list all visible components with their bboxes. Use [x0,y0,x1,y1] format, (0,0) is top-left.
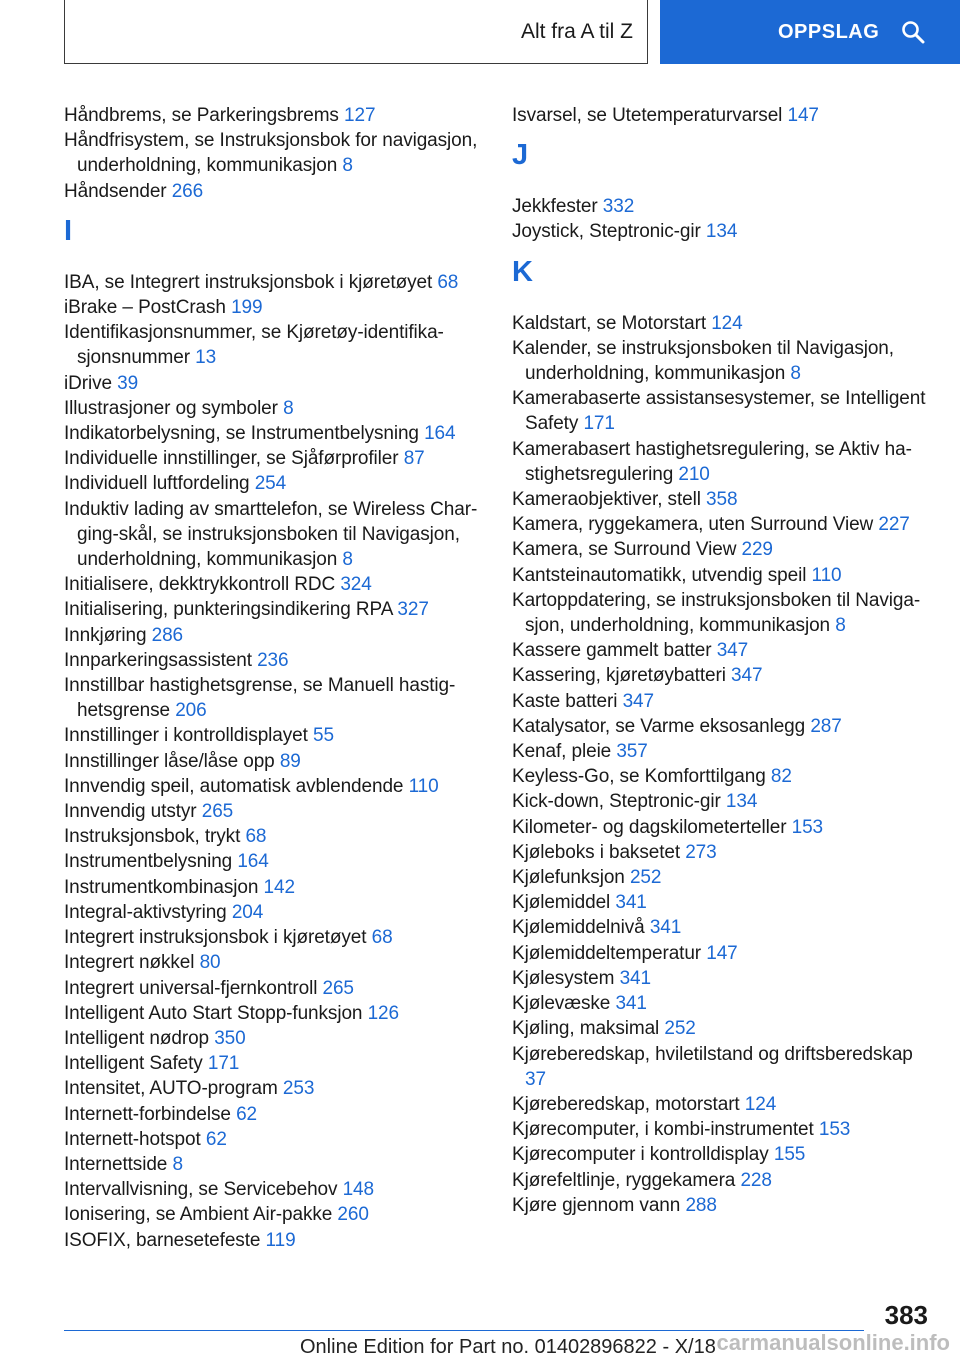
index-entry [512,537,932,562]
index-entry [64,950,484,975]
page-link[interactable]: 347 [622,690,654,712]
entry-text: Håndbrems, se Parkeringsbrems [64,105,339,126]
page-link[interactable]: 80 [199,952,221,974]
index-entry [512,311,932,336]
page-link[interactable]: 87 [403,448,425,470]
page-link[interactable]: 62 [205,1128,227,1150]
page-link[interactable]: 127 [344,105,376,126]
page-link[interactable]: 155 [773,1144,806,1166]
page-link[interactable]: 171 [583,413,615,435]
page-link[interactable]: 8 [342,155,353,177]
entry-text: Instruksjonsbok, trykt [64,826,241,848]
index-entry [64,799,484,824]
index-entry [512,194,932,219]
index-entry [512,1193,932,1218]
index-entry [512,890,932,915]
index-entry [64,1001,484,1026]
page-link[interactable]: 341 [615,993,647,1015]
page-link[interactable]: 164 [424,423,456,445]
page-link[interactable]: 82 [770,766,792,788]
page-link[interactable]: 324 [340,574,372,596]
lookup-label: OPPSLAG [778,20,880,43]
index-entry [64,1228,484,1253]
page-link[interactable]: 260 [337,1204,369,1226]
section-letter: K [512,255,533,288]
entry-text: Isvarsel, se Utetemperaturvarsel [512,105,783,126]
entry-text: Innvendig speil, automatisk avblendende [64,775,404,797]
page-link[interactable]: 358 [706,489,738,511]
page-link[interactable]: 8 [172,1153,183,1175]
index-entry [64,179,484,204]
index-entry [64,1076,484,1101]
entry-text: Kjøling, maksimal [512,1018,660,1040]
index-entry [512,941,932,966]
index-entry [64,723,484,748]
section-title: Alt fra A til Z [520,19,633,43]
index-entry [512,103,932,128]
page-link[interactable]: 124 [744,1093,777,1115]
entry-text: Kamerabasert hastighetsregulering, se Aktiv hastighetsregulering [512,438,912,485]
page-link[interactable]: 8 [283,397,294,419]
entry-text: Kjølemiddel [512,892,611,914]
index-entry [64,673,484,723]
page-link[interactable]: 347 [716,640,749,662]
index-entry [512,1092,932,1117]
index-entry [512,915,932,940]
entry-text: Kassering, kjøretøybatteri [512,665,726,687]
page-link[interactable]: 119 [265,1229,296,1251]
section-letter: J [512,139,529,172]
page-link[interactable]: 8 [342,549,353,571]
index-entry [512,815,932,840]
index-entry [64,597,484,622]
entry-text: Initialisere, dekktrykkontroll RDC [64,574,336,596]
entry-text: Innvendig utstyr [64,801,197,823]
index-entry [512,1117,932,1142]
entry-text: Kenaf, pleie [512,741,612,763]
index-entry [64,1051,484,1076]
page-link[interactable]: 55 [313,725,334,747]
page-link[interactable]: 148 [342,1179,374,1201]
entry-text: Kjølesystem [512,967,615,989]
entry-text: Keyless-Go, se Komforttilgang [512,766,766,788]
page-link[interactable]: 266 [171,180,204,202]
entry-text: Kjørecomputer, i kombi-instrumentet [512,1119,814,1141]
page-link[interactable]: 357 [616,741,648,763]
index-entry [64,875,484,900]
index-entry [64,623,484,648]
page-link[interactable]: 287 [810,715,842,737]
page-link[interactable]: 164 [237,851,269,873]
entry-text: Innparkeringsassistent [64,649,252,671]
entry-text: Kjølevæske [512,993,611,1015]
page-link[interactable]: 68 [437,271,459,293]
entry-text: Kantsteinautomatikk, utvendig speil [512,564,807,586]
index-entry [512,386,932,436]
entry-text: Internettside [64,1153,168,1175]
entry-text: Kassere gammelt batter [512,640,712,662]
index-entry [64,497,484,573]
entry-text: Induktiv lading av smarttelefon, se Wireless Charging-skål, se instruksjonsboken til Navigasjon, underholdning, kommunikasjon [64,498,478,571]
page-link[interactable]: 252 [664,1018,696,1040]
page-link[interactable]: 210 [678,463,710,485]
index-entry [512,437,932,487]
page-link[interactable]: 8 [835,615,846,637]
entry-text: Kjølemiddelnivå [512,917,645,939]
entry-text: Initialisering, punkteringsindikering RPA [64,599,393,621]
footer-edition: Online Edition for Part no. 01402896822 - X/18 [300,1336,716,1358]
page-number: 383 [884,1300,928,1330]
page-link[interactable]: 252 [629,867,662,889]
entry-text: Innstillinger i kontrolldisplayet [64,725,308,747]
index-entry [64,749,484,774]
index-column-right [512,103,932,1218]
entry-text: Kjørefeltlinje, ryggekamera [512,1169,736,1191]
entry-text: Innstillbar hastighetsgrense, se Manuell hastighetsgrense [64,675,456,722]
entry-text: Kaste batteri [512,690,618,712]
page-link[interactable]: 286 [151,624,184,646]
page-link[interactable]: 199 [231,297,263,319]
entry-text: Kamera, se Surround View [512,539,737,561]
lookup-button[interactable] [660,0,960,64]
entry-text: Kick-down, Steptronic-gir [512,791,721,813]
page-link[interactable]: 89 [279,750,301,772]
page-link[interactable]: 265 [201,801,234,823]
entry-text: Internett-forbindelse [64,1103,231,1125]
entry-text: Integrert nøkkel [64,952,195,974]
page-link[interactable]: 68 [371,927,393,949]
page-link[interactable]: 350 [214,1027,246,1049]
entry-text: Kaldstart, se Motorstart [512,312,707,334]
entry-text: Håndfrisystem, se Instruksjonsbok for navigasjon, underholdning, kommunikasjon [64,130,478,177]
entry-text: IBA, se Integrert instruksjonsbok i kjøretøyet [64,271,433,293]
index-entry [64,1026,484,1051]
index-entry [512,689,932,714]
index-entry [64,976,484,1001]
entry-text: Kilometer- og dagskilometerteller [512,816,787,838]
entry-text: iDrive [64,372,112,394]
entry-text: Innstillinger låse/låse opp [64,750,275,772]
entry-text: Kamera, ryggekamera, uten Surround View [512,514,874,536]
page-link[interactable]: 110 [811,564,842,586]
page-link[interactable]: 134 [725,791,758,813]
index-entry [64,446,484,471]
entry-text: Intelligent Safety [64,1053,203,1075]
entry-text: Kjølemiddeltemperatur [512,942,702,964]
entry-text: Kjølefunksjon [512,867,625,889]
entry-text: Kameraobjektiver, stell [512,489,701,511]
entry-text: Internett-hotspot [64,1128,201,1150]
page-link[interactable]: 341 [649,917,682,939]
entry-text: Intelligent nødrop [64,1027,210,1049]
index-entry [512,512,932,537]
page-link[interactable]: 206 [175,700,207,722]
index-entry [64,396,484,421]
page-link[interactable]: 134 [705,221,738,243]
page-link[interactable]: 142 [263,876,295,898]
entry-text: Integral-aktivstyring [64,901,227,923]
index-entry [512,1042,932,1092]
entry-text: Katalysator, se Varme eksosanlegg [512,715,806,737]
entry-text: Indikatorbelysning, se Instrumentbelysning [64,423,419,445]
index-entry [64,824,484,849]
index-entry [512,764,932,789]
entry-text: Identifikasjonsnummer, se Kjøretøy-identifikasjonsnummer [64,322,444,369]
index-entry [512,739,932,764]
entry-text: Intensitet, AUTO-program [64,1078,278,1100]
page-link[interactable]: 124 [711,312,743,334]
entry-text: Kjørecomputer i kontrolldisplay [512,1144,769,1166]
section-letter: I [64,214,73,247]
entry-text: Individuelle innstillinger, se Sjåførprofiler [64,448,399,470]
page-link[interactable]: 37 [525,1068,546,1090]
page-link[interactable]: 236 [257,649,289,671]
index-entry [512,336,932,386]
page-link[interactable]: 341 [615,892,647,914]
index-entry [512,219,932,244]
index-entry [64,1152,484,1177]
page-link[interactable]: 110 [408,775,439,797]
entry-text: Kartoppdatering, se instruksjonsboken til Navigasjon, underholdning, kommunikasjon [512,589,921,637]
entry-text: Instrumentbelysning [64,851,233,873]
index-entry [64,1202,484,1227]
entry-text: Intelligent Auto Start Stopp-funksjon [64,1002,363,1024]
page-link[interactable]: 288 [685,1194,717,1216]
page-link[interactable]: 265 [322,977,354,999]
search-icon [901,20,925,44]
entry-text: Kalender, se instruksjonsboken til Navigasjon, underholdning, kommunikasjon [512,337,894,385]
index-entry [512,1016,932,1041]
index-entry [64,471,484,496]
index-entry [64,1177,484,1202]
index-entry [512,487,932,512]
index-entry [512,1168,932,1193]
index-entry [64,371,484,396]
index-entry [512,840,932,865]
page-link[interactable]: 273 [685,841,717,863]
entry-text: Integrert instruksjonsbok i kjøretøyet [64,927,367,949]
entry-text: Ionisering, se Ambient Air-pakke [64,1204,333,1226]
page-link[interactable]: 347 [731,665,763,687]
index-column-left [64,103,484,1253]
entry-text: Instrumentkombinasjon [64,876,259,898]
index-entry [512,638,932,663]
index-entry [64,774,484,799]
entry-text: Joystick, Steptronic-gir [512,221,701,243]
index-entry [64,128,484,178]
index-entry [512,663,932,688]
index-entry [512,563,932,588]
index-entry [512,588,932,638]
index-entry [64,421,484,446]
entry-text: ISOFIX, barnesetefeste [64,1229,261,1251]
index-entry [64,1127,484,1152]
page-link[interactable]: 171 [207,1053,240,1075]
page-link[interactable]: 147 [706,942,738,964]
page-link[interactable]: 39 [117,372,139,394]
entry-text: Kjøre gjennom vann [512,1194,681,1216]
page-link[interactable]: 62 [236,1103,258,1125]
index-entry [64,900,484,925]
index-entry [64,270,484,295]
page-link[interactable]: 341 [619,967,651,989]
page-link[interactable]: 8 [790,363,801,385]
page-link[interactable]: 253 [282,1078,315,1100]
index-entry [64,103,484,128]
page-link[interactable]: 147 [787,105,819,126]
footer-watermark: carmanualsonline.info [716,1330,950,1355]
page-link[interactable]: 68 [245,826,267,848]
page-link[interactable]: 153 [818,1119,851,1141]
index-entry [512,865,932,890]
index-entry [512,966,932,991]
index-entry [64,320,484,370]
entry-text: Kamerabaserte assistansesystemer, se Intelligent Safety [512,388,926,435]
entry-text: Håndsender [64,180,167,202]
page-link[interactable]: 13 [195,347,217,369]
entry-text: Illustrasjoner og symboler [64,397,278,419]
page-link[interactable]: 126 [367,1002,399,1024]
page-link[interactable]: 327 [397,599,429,621]
page-link[interactable]: 153 [791,816,824,838]
index-entry [64,1102,484,1127]
index-entry [64,648,484,673]
section-tab[interactable] [64,0,648,64]
page-link[interactable]: 229 [741,539,773,561]
entry-text: Intervallvisning, se Servicebehov [64,1179,338,1201]
index-entry [512,991,932,1016]
page-link[interactable]: 332 [602,196,635,218]
index-entry [512,714,932,739]
index-entry [64,572,484,597]
index-entry [512,1142,932,1167]
page-link[interactable]: 254 [254,473,287,495]
entry-text: Kjøreberedskap, motorstart [512,1093,740,1115]
entry-text: Jekkfester [512,196,598,218]
entry-text: Kjøleboks i baksetet [512,841,681,863]
index-entry [512,789,932,814]
entry-text: Integrert universal-fjernkontroll [64,977,318,999]
page-link[interactable]: 228 [740,1169,772,1191]
page-link[interactable]: 227 [878,514,910,536]
entry-text: iBrake – PostCrash [64,297,226,319]
index-entry [64,925,484,950]
entry-text: Innkjøring [64,624,147,646]
page-link[interactable]: 204 [231,901,264,923]
index-entry [64,849,484,874]
entry-text: Individuell luftfordeling [64,473,250,495]
entry-text: Kjøreberedskap, hviletilstand og driftsberedskap [512,1043,913,1065]
index-entry [64,295,484,320]
